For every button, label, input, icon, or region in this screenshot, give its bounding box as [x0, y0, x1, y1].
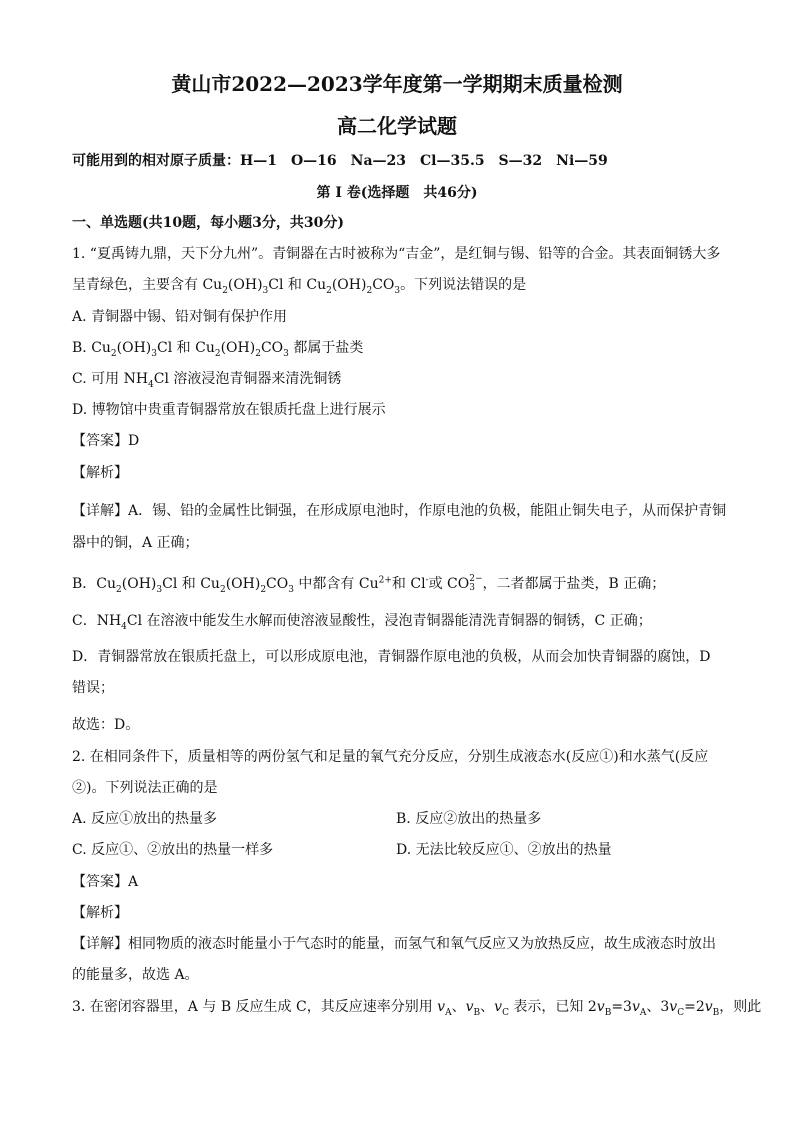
q3-stem-line1: 3. 在密闭容器里，A 与 B 反应生成 C，其反应速率分别用 $v_A$、$v_B$、$v_C$ 表示，已知 $2v_B=3v_A$、$3v_C=2v_B$，则此 — [72, 999, 762, 1018]
q2-answer: 【答案】A — [72, 874, 139, 890]
q1-stem-line1: 1. “夏禹铸九鼎，天下分九州”。青铜器在古时被称为“吉金”，是红铜与锡、铅等的合金。其表面铜锈大多 — [72, 246, 721, 262]
q2-stem-line2: ②)。下列说法正确的是 — [72, 780, 218, 796]
q1-option-d: D. 博物馆中贵重青铜器常放在银质托盘上进行展示 — [72, 402, 386, 418]
q1-option-c: C. 可用 $NH_4Cl$ 溶液浸泡青铜器来清洗铜锈 — [72, 371, 342, 390]
q1-detail-line1: 【详解】A．锡、铅的金属性比铜强，在形成原电池时，作原电池的负极，能阻止铜失电子，从而保护青铜 — [72, 503, 727, 519]
part1-heading: 第 I 卷(选择题 共46分) — [316, 185, 478, 201]
q1-detail-d-line1: D．青铜器常放在银质托盘上，可以形成原电池，青铜器作原电池的负极，从而会加快青铜器的腐蚀，D — [72, 649, 711, 665]
q2-option-d: D. 无法比较反应①、②放出的热量 — [396, 842, 612, 858]
q2-option-a: A. 反应①放出的热量多 — [72, 811, 218, 827]
q2-detail-line1: 【详解】相同物质的液态时能量小于气态时的能量，而氢气和氧气反应又为放热反应，故生成液态时放出 — [72, 936, 716, 952]
q1-detail-b: B．$Cu_2(OH)_3Cl$ 和 $Cu_2(OH)_2CO_3$ 中都含有 $Cu^{2+}$和 Cl-或 CO 2− 3 ，二者都属于盐类，B 正确； — [72, 574, 666, 595]
q1-option-b: B. $Cu_2(OH)_3Cl$ 和 $Cu_2(OH)_2CO_3$ 都属于盐类 — [72, 340, 364, 359]
exam-subtitle: 高二化学试题 — [337, 114, 457, 138]
q1-conclusion: 故选：D。 — [72, 717, 140, 733]
q1-analysis-label: 【解析】 — [72, 465, 128, 481]
q2-option-c: C. 反应①、②放出的热量一样多 — [72, 842, 274, 858]
q2-analysis-label: 【解析】 — [72, 905, 128, 921]
q1-detail-line2: 器中的铜，A 正确； — [72, 535, 199, 551]
q1-detail-c: C．$NH_4Cl$ 在溶液中能发生水解而使溶液显酸性，浸泡青铜器能清洗青铜器的铜锈，C 正确； — [72, 613, 652, 632]
q2-option-b: B. 反应②放出的热量多 — [396, 811, 542, 827]
q1-detail-d-line2: 错误； — [72, 680, 114, 696]
q2-stem-line1: 2. 在相同条件下，质量相等的两份氢气和足量的氧气充分反应，分别生成液态水(反应①)和水蒸气(反应 — [72, 749, 709, 765]
atomic-masses: 可能用到的相对原子质量：H—1 O—16 Na—23 Cl—35.5 S—32 Ni—59 — [72, 153, 608, 169]
exam-title: 黄山市2022—2023学年度第一学期期末质量检测 — [171, 72, 623, 96]
q2-detail-line2: 的能量多，故选 A。 — [72, 967, 199, 983]
q1-answer: 【答案】D — [72, 433, 140, 449]
q1-option-a: A. 青铜器中锡、铅对铜有保护作用 — [72, 309, 288, 325]
section1-heading: 一、单选题(共10题，每小题3分，共30分) — [72, 215, 344, 231]
q1-stem-line2: 呈青绿色，主要含有 $Cu_2(OH)_3Cl$ 和 $Cu_2(OH)_2CO_3$。下列说法错误的是 — [72, 277, 527, 296]
